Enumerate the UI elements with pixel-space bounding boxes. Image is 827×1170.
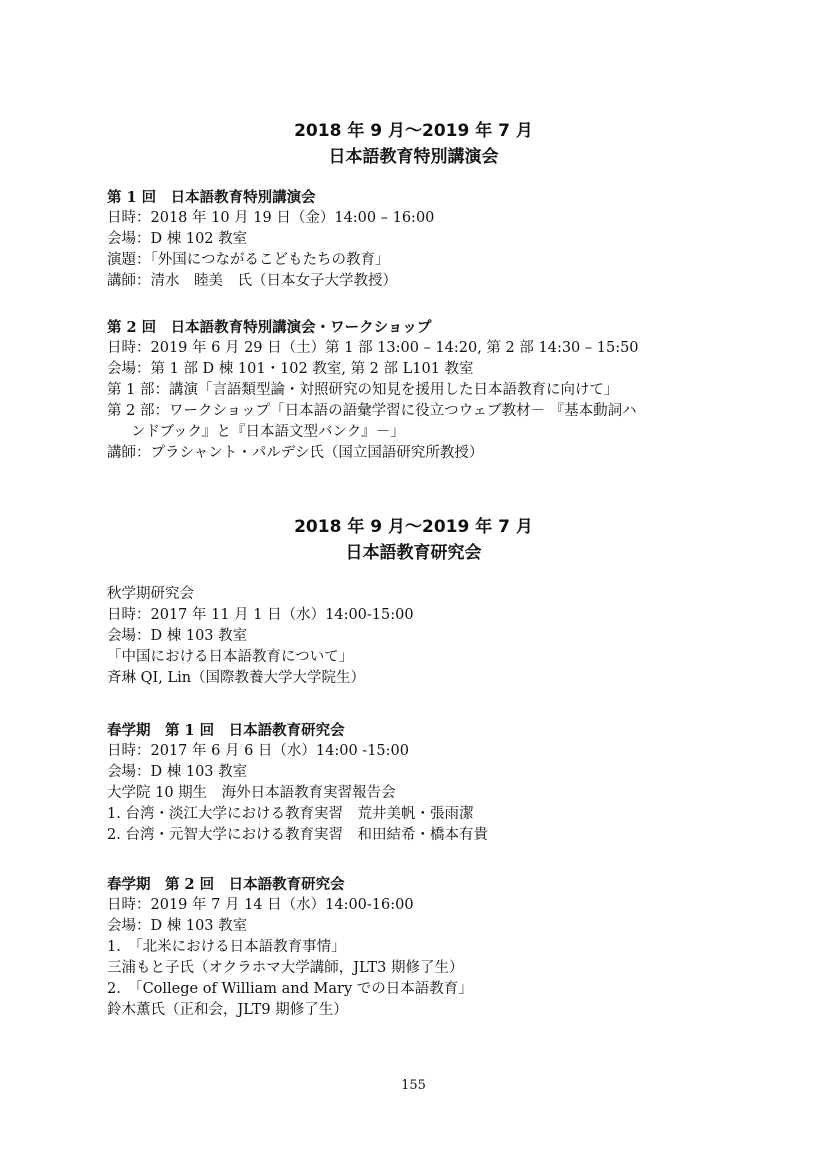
event-report-1: 1. 台湾・淡江大学における教育実習 荒井美帆・張雨潔 — [107, 806, 474, 822]
event-speaker: 講師：プラシャント・パルデシ氏（国立国語研究所教授） — [107, 445, 484, 461]
event-part1: 第 1 部：講演「言語類型論・対照研究の知見を援用した日本語教育に向けて」 — [107, 382, 619, 398]
event-speaker: 講師：清水 睦美 氏（日本女子大学教授） — [107, 273, 397, 289]
page-number: 155 — [401, 1078, 426, 1093]
section1-title-name: 日本語教育特別講演会 — [328, 147, 499, 167]
event-part2-continued: ンドブック』と『日本語文型バンク』－」 — [131, 424, 405, 440]
event-datetime: 日時：2018 年 10 月 19 日（金）14:00 – 16:00 — [107, 210, 435, 226]
event-heading: 秋学期研究会 — [107, 586, 194, 602]
event-heading: 第 1 回 日本語教育特別講演会 — [107, 189, 316, 206]
event-talk-1-title: 1. 「北米における日本語教育事情」 — [107, 939, 346, 955]
special-lecture-1 — [107, 187, 747, 292]
event-venue: 会場：第 1 部 D 棟 101・102 教室, 第 2 部 L101 教室 — [107, 361, 474, 377]
section2-title — [0, 514, 827, 566]
event-topic: 大学院 10 期生 海外日本語教育実習報告会 — [107, 785, 396, 801]
event-part2: 第 2 部：ワークショップ「日本語の語彙学習に役立つウェブ教材－ 『基本動詞ハ — [107, 403, 637, 419]
section1-title-dates: 2018 年 9 月～2019 年 7 月 — [294, 121, 533, 141]
event-venue: 会場：D 棟 103 教室 — [107, 764, 248, 780]
event-talk-2-title: 2. 「College of William and Mary での日本語教育」 — [107, 981, 473, 997]
spring-study-meeting-1 — [107, 720, 747, 846]
event-heading: 春学期 第 2 回 日本語教育研究会 — [107, 876, 345, 893]
spring-study-meeting-2 — [107, 874, 747, 1021]
event-datetime: 日時：2017 年 6 月 6 日（水）14:00 -15:00 — [107, 743, 409, 759]
special-lecture-2 — [107, 317, 747, 464]
section2-title-dates: 2018 年 9 月～2019 年 7 月 — [294, 517, 533, 537]
autumn-study-meeting — [107, 584, 747, 689]
event-heading: 春学期 第 1 回 日本語教育研究会 — [107, 722, 345, 739]
event-talk-2-speaker: 鈴木薫氏（正和会，JLT9 期修了生） — [107, 1002, 348, 1018]
event-heading: 第 2 回 日本語教育特別講演会・ワークショップ — [107, 319, 432, 336]
event-venue: 会場：D 棟 103 教室 — [107, 628, 248, 644]
event-topic: 「中国における日本語教育について」 — [107, 649, 354, 665]
event-talk-1-speaker: 三浦もと子氏（オクラホマ大学講師，JLT3 期修了生） — [107, 960, 464, 976]
event-venue: 会場：D 棟 103 教室 — [107, 918, 248, 934]
event-speaker: 斉琳 QI, Lin（国際教養大学大学院生） — [107, 670, 366, 686]
event-topic: 演題：「外国につながるこどもたちの教育」 — [107, 252, 390, 268]
event-report-2: 2. 台湾・元智大学における教育実習 和田結希・橋本有貴 — [107, 827, 488, 843]
event-venue: 会場：D 棟 102 教室 — [107, 231, 248, 247]
section1-title — [0, 118, 827, 170]
event-datetime: 日時：2019 年 7 月 14 日（水）14:00-16:00 — [107, 897, 414, 913]
event-datetime: 日時：2019 年 6 月 29 日（土）第 1 部 13:00 – 14:20, 第 2 部 14:30 – 15:50 — [107, 340, 639, 356]
event-datetime: 日時：2017 年 11 月 1 日（水）14:00-15:00 — [107, 607, 414, 623]
section2-title-name: 日本語教育研究会 — [345, 543, 482, 563]
